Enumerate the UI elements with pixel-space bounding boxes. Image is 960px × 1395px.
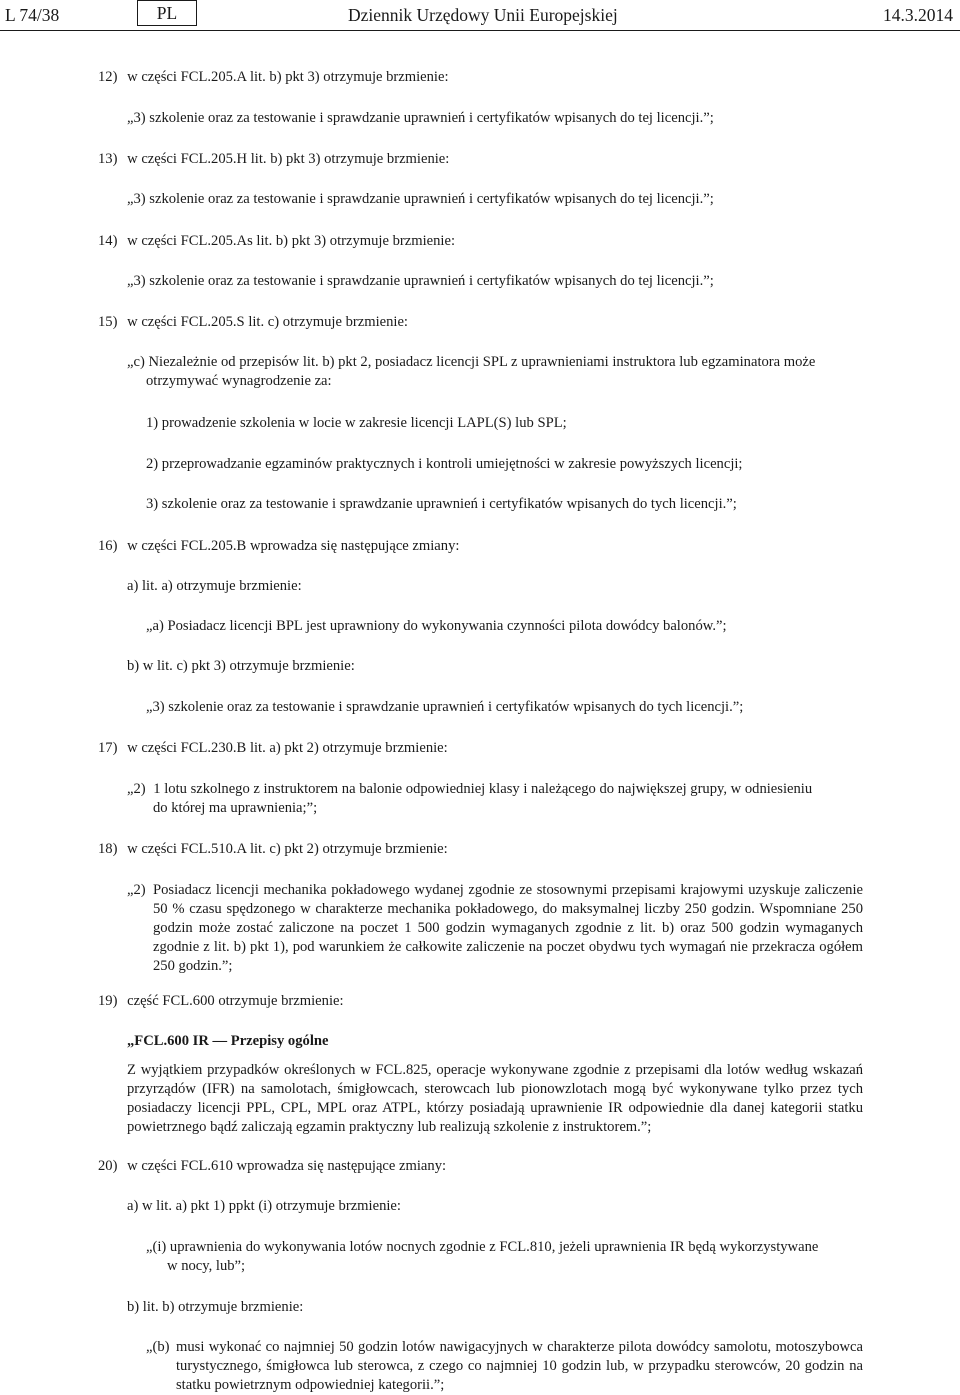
paragraph-label: „2): [127, 781, 146, 797]
paragraph-continuation: do której ma uprawnienia;”;: [153, 800, 318, 816]
paragraph-text: 1 lotu szkolnego z instruktorem na balonie odpowiedniej klasy i należącego do największej grupy, w odniesieniu: [153, 781, 813, 797]
amendment-item-14: [98, 232, 455, 251]
item-text: w części FCL.205.As lit. b) pkt 3) otrzymuje brzmienie:: [127, 233, 456, 249]
section-heading: „FCL.600 IR — Przepisy ogólne: [127, 1033, 329, 1049]
quoted-paragraph-label: „2): [127, 882, 146, 898]
quoted-paragraph: [127, 353, 815, 372]
amendment-item-20: [98, 1157, 446, 1176]
amendment-item-13: [98, 150, 449, 169]
sub-item-a: a) lit. a) otrzymuje brzmienie:: [127, 578, 302, 594]
language-tag: PL: [137, 0, 197, 26]
amendment-item-15: [98, 313, 408, 332]
item-number: 16): [98, 538, 118, 554]
sub-item-a: a) w lit. a) pkt 1) ppkt (i) otrzymuje brzmienie:: [127, 1198, 401, 1214]
paragraph-label: „a): [146, 618, 164, 634]
sub-point-1: 1) prowadzenie szkolenia w locie w zakresie licencji LAPL(S) lub SPL;: [146, 415, 567, 431]
paragraph-text: Posiadacz licencji BPL jest uprawniony do wykonywania czynności pilota dowódcy balonów.”;: [167, 618, 727, 634]
item-text: w części FCL.205.S lit. c) otrzymuje brzmienie:: [127, 314, 408, 330]
publication-date: 14.3.2014: [883, 5, 953, 25]
item-text: w części FCL.510.A lit. c) pkt 2) otrzymuje brzmienie:: [127, 841, 448, 857]
page-header: [0, 0, 960, 30]
paragraph-continuation: w nocy, lub”;: [167, 1258, 246, 1274]
item-number: 13): [98, 151, 118, 167]
quoted-paragraph: [146, 617, 727, 636]
quoted-paragraph-label: „(b): [146, 1339, 170, 1355]
item-number: 20): [98, 1158, 118, 1174]
item-text: część FCL.600 otrzymuje brzmienie:: [127, 993, 344, 1009]
page-reference: L 74/38: [5, 5, 60, 25]
paragraph-continuation: otrzymywać wynagrodzenie za:: [146, 373, 332, 389]
item-text: w części FCL.205.H lit. b) pkt 3) otrzymuje brzmienie:: [127, 151, 450, 167]
journal-title: Dziennik Urzędowy Unii Europejskiej: [348, 5, 618, 25]
paragraph-text: uprawnienia do wykonywania lotów nocnych zgodnie z FCL.810, jeżeli uprawnienia IR będą wykorzystywane: [169, 1239, 819, 1255]
quoted-text: „3) szkolenie oraz za testowanie i sprawdzanie uprawnień i certyfikatów wpisanych do tych licencji.”;: [146, 699, 744, 715]
quoted-paragraph-text: musi wykonać co najmniej 50 godzin lotów nawigacyjnych w charakterze pilota dowódcy samolotu, motoszybowca turystycznego, śmigłowca lub sterowca, z czego co najmniej 10 godzin lub, w przypadku sterowców, 20 godzin na statku powietrznym odpowiedniej kategorii.”;: [176, 1339, 863, 1393]
item-number: 14): [98, 233, 118, 249]
quoted-paragraph: [146, 1238, 818, 1257]
amendment-item-19: [98, 992, 344, 1011]
paragraph-text: Niezależnie od przepisów lit. b) pkt 2, posiadacz licencji SPL z uprawnieniami instruktora lub egzaminatora może: [148, 354, 816, 370]
header-rule: [0, 30, 960, 31]
quoted-paragraph: [127, 780, 812, 799]
item-text: w części FCL.230.B lit. a) pkt 2) otrzymuje brzmienie:: [127, 740, 448, 756]
amendment-item-17: [98, 739, 448, 758]
amendment-item-12: [98, 68, 449, 87]
quoted-text: „3) szkolenie oraz za testowanie i sprawdzanie uprawnień i certyfikatów wpisanych do tej licencji.”;: [127, 191, 714, 207]
item-number: 12): [98, 69, 118, 85]
item-text: w części FCL.610 wprowadza się następujące zmiany:: [127, 1158, 447, 1174]
sub-point-3: 3) szkolenie oraz za testowanie i sprawdzanie uprawnień i certyfikatów wpisanych do tych licencji.”;: [146, 496, 737, 512]
item-number: 19): [98, 993, 118, 1009]
paragraph-label: „(i): [146, 1239, 167, 1255]
quoted-paragraph-text: Posiadacz licencji mechanika pokładowego wydanej zgodnie ze stosownymi przepisami krajowymi uzyskuje zaliczenie 50 % czasu spędzonego w charakterze mechanika pokładowego, do maksymalnej liczby 250 godzin. Wspomniane 250 godzin może zostać zaliczone na poczet 1 500 godzin wymaganych zgodnie z lit. b) oraz 500 godzin wymaganych zgodnie z lit. b) pkt 1), pod warunkiem że całkowite zaliczenie na poczet obydwu tych wymagań nie przekracza ogółem 250 godzin.”;: [153, 882, 863, 974]
paragraph-label: „c): [127, 354, 145, 370]
quoted-text: „3) szkolenie oraz za testowanie i sprawdzanie uprawnień i certyfikatów wpisanych do tej licencji.”;: [127, 273, 714, 289]
section-body: Z wyjątkiem przypadków określonych w FCL.825, operacje wykonywane zgodnie z przepisami dla lotów według wskazań przyrządów (IFR) na samolotach, śmigłowcach, sterowcach lub pionowzlotach mogą być wykonywane tylko przez tych posiadaczy licencji PPL, CPL, MPL oraz ATPL, którzy posiadają uprawnienie IR odpowiednie dla danej kategorii statku powietrznego bądź zaliczają egzamin praktyczny lub realizują szkolenie z instruktorem.”;: [127, 1062, 863, 1135]
item-number: 18): [98, 841, 118, 857]
amendment-item-18: [98, 840, 448, 859]
item-text: w części FCL.205.A lit. b) pkt 3) otrzymuje brzmienie:: [127, 69, 449, 85]
quoted-text: „3) szkolenie oraz za testowanie i sprawdzanie uprawnień i certyfikatów wpisanych do tej licencji.”;: [127, 110, 714, 126]
item-text: w części FCL.205.B wprowadza się następujące zmiany:: [127, 538, 460, 554]
item-number: 17): [98, 740, 118, 756]
sub-item-b: b) lit. b) otrzymuje brzmienie:: [127, 1299, 304, 1315]
sub-item-b: b) w lit. c) pkt 3) otrzymuje brzmienie:: [127, 658, 355, 674]
amendment-item-16: [98, 537, 459, 556]
item-number: 15): [98, 314, 118, 330]
sub-point-2: 2) przeprowadzanie egzaminów praktycznych i kontroli umiejętności w zakresie powyższych licencji;: [146, 456, 743, 472]
